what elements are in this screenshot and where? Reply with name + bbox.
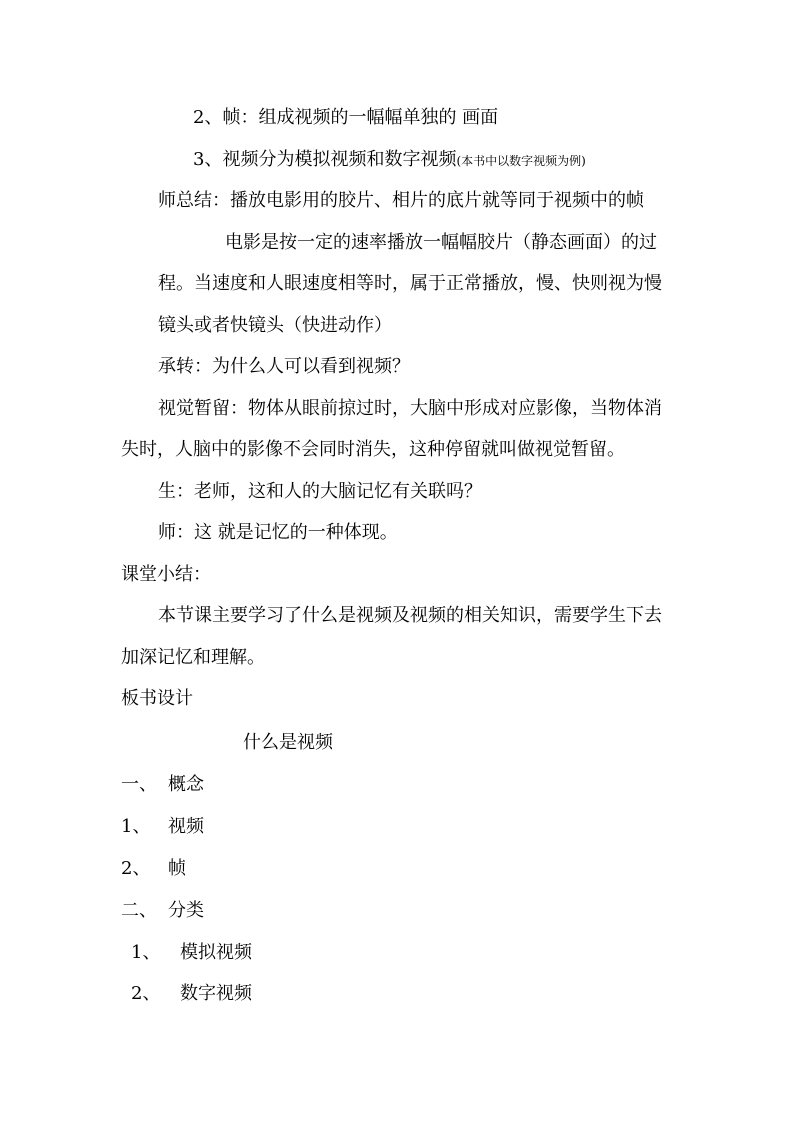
board-design-heading: 板书设计 bbox=[121, 688, 193, 709]
frame-definition-line: 2、帧：组成视频的一幅幅单独的 画面 bbox=[193, 107, 499, 128]
outline-item bbox=[121, 899, 204, 923]
student-question-line: 生：老师，这和人的大脑记忆有关联吗？ bbox=[158, 481, 482, 502]
outline-item bbox=[121, 857, 186, 881]
outline-text: 分类 bbox=[168, 900, 204, 921]
summary-heading: 课堂小结： bbox=[121, 564, 211, 585]
summary-line-2: 加深记忆和理解。 bbox=[121, 647, 265, 668]
outline-number: 1、 bbox=[131, 942, 161, 963]
outline-number: 一、 bbox=[121, 774, 157, 795]
outline-text: 模拟视频 bbox=[180, 942, 252, 963]
film-paragraph-line-3: 镜头或者快镜头（快进动作） bbox=[158, 315, 392, 336]
film-paragraph-line-1: 电影是按一定的速率播放一幅幅胶片（静态画面）的过 bbox=[225, 232, 657, 253]
film-paragraph-line-2: 程。当速度和人眼速度相等时，属于正常播放，慢、快则视为慢 bbox=[158, 273, 662, 294]
persistence-line-2: 失时，人脑中的影像不会同时消失，这种停留就叫做视觉暂留。 bbox=[121, 439, 625, 460]
outline-item bbox=[121, 815, 204, 839]
transition-line: 承转：为什么人可以看到视频？ bbox=[158, 356, 410, 377]
outline-number: 1、 bbox=[121, 816, 151, 837]
persistence-line-1: 视觉暂留：物体从眼前掠过时，大脑中形成对应影像，当物体消 bbox=[158, 398, 662, 419]
outline-number: 2、 bbox=[121, 858, 151, 879]
teacher-answer-line: 师：这 就是记忆的一种体现。 bbox=[158, 522, 398, 543]
outline-number: 2、 bbox=[131, 983, 161, 1004]
outline-text: 帧 bbox=[168, 858, 186, 879]
classification-line bbox=[193, 148, 586, 173]
outline-text: 概念 bbox=[168, 774, 204, 795]
outline-text: 视频 bbox=[168, 816, 204, 837]
outline-item bbox=[131, 941, 252, 965]
classification-text: 3、视频分为模拟视频和数字视频 bbox=[193, 149, 457, 170]
outline-text: 数字视频 bbox=[180, 983, 252, 1004]
outline-item bbox=[131, 982, 252, 1006]
teacher-summary-line: 师总结：播放电影用的胶片、相片的底片就等同于视频中的帧 bbox=[158, 190, 644, 211]
summary-line-1: 本节课主要学习了什么是视频及视频的相关知识，需要学生下去 bbox=[158, 605, 662, 626]
outline-number: 二、 bbox=[121, 900, 157, 921]
outline-item bbox=[121, 773, 204, 797]
classification-note: (本书中以数字视频为例) bbox=[456, 154, 586, 168]
board-title: 什么是视频 bbox=[243, 732, 333, 753]
